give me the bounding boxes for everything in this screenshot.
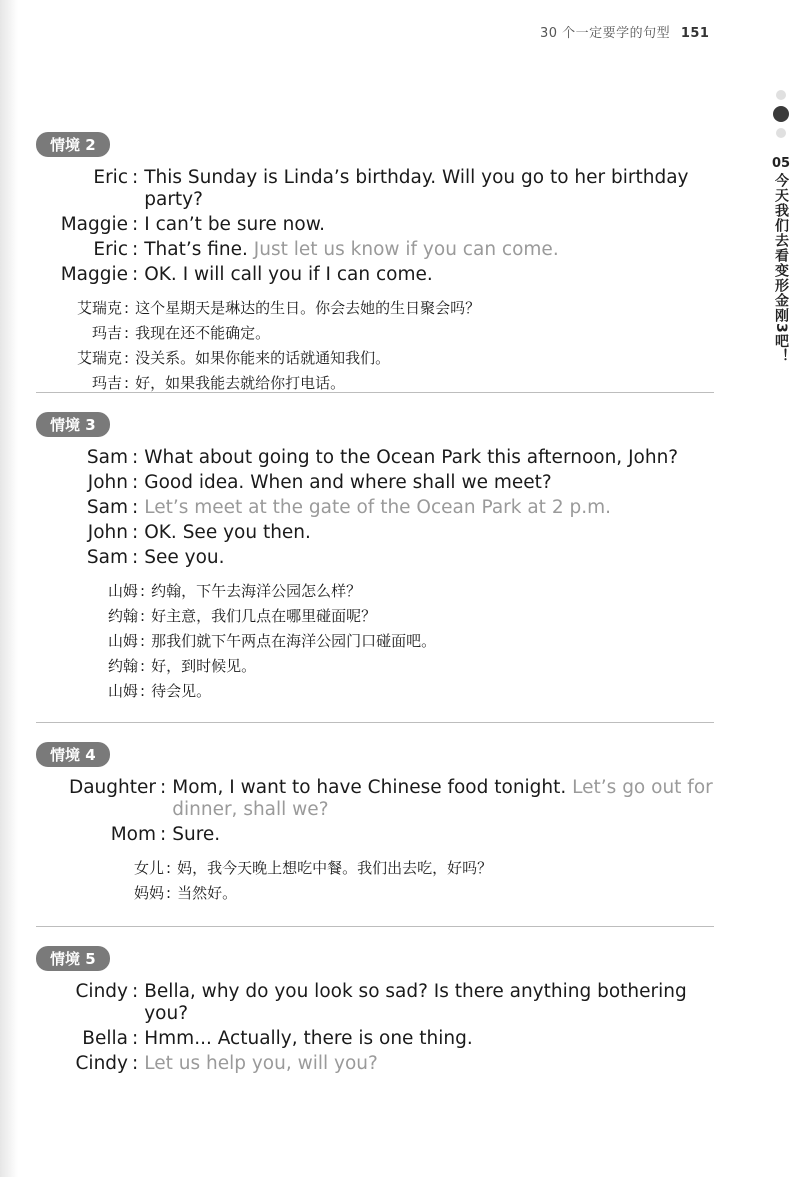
dialogue-text <box>144 547 716 569</box>
dialogue-line <box>36 167 716 211</box>
dialogue-line <box>36 239 716 261</box>
running-header <box>540 22 740 41</box>
dialogue-plain-text: Bella, why do you look so sad? Is there anything bothering you? <box>144 981 687 1024</box>
page-edge-shadow <box>0 0 18 1177</box>
translation-text: 好，如果我能去就给你打电话。 <box>135 374 346 392</box>
speaker-colon: : <box>124 374 130 392</box>
dialogue-text <box>172 824 716 846</box>
speaker-name: Sam <box>86 547 128 568</box>
speaker-colon: : <box>124 299 130 317</box>
dialogue-plain-text: This Sunday is Linda’s birthday. Will you go to her birthday party? <box>144 167 689 210</box>
dialogue-text <box>144 239 716 261</box>
dialogue-plain-text: What about going to the Ocean Park this afternoon, John? <box>144 447 679 468</box>
section-divider <box>36 722 714 723</box>
dot-icon <box>776 128 786 138</box>
speaker-colon: : <box>132 1028 139 1049</box>
dialogue-line <box>36 547 716 569</box>
translation-text: 约翰，下午去海洋公园怎么样？ <box>151 582 362 600</box>
dialogue-line <box>36 497 716 519</box>
translation-speaker: 艾瑞克 <box>76 349 122 367</box>
translation-text: 那我们就下午两点在海洋公园门口碰面吧。 <box>151 632 437 650</box>
dialogue-plain-text: See you. <box>144 547 225 568</box>
dialogue-plain-text: OK. I will call you if I can come. <box>144 264 433 285</box>
dialogue-line <box>36 1053 716 1075</box>
dialogue-line <box>36 472 716 494</box>
book-title: 30 个一定要学的句型 <box>540 26 671 41</box>
speaker-colon: : <box>140 682 146 700</box>
english-dialogue <box>36 981 716 1075</box>
translation-speaker: 妈妈 <box>133 884 164 902</box>
dialogue-line <box>36 824 716 846</box>
translation-text: 这个星期天是琳达的生日。你会去她的生日聚会吗？ <box>135 299 481 317</box>
translation-line <box>52 681 716 702</box>
translation-speaker: 艾瑞克 <box>76 299 122 317</box>
speaker-colon: : <box>160 777 167 798</box>
translation-line <box>36 323 716 344</box>
page-number: 151 <box>680 26 710 41</box>
section-divider <box>36 392 714 393</box>
speaker-name: Cindy <box>75 981 128 1002</box>
speaker-colon: : <box>132 472 139 493</box>
speaker-colon: : <box>132 1053 139 1074</box>
translation-line <box>36 298 716 319</box>
speaker-name: Sam <box>86 497 128 518</box>
speaker-name: Sam <box>86 447 128 468</box>
speaker-colon: : <box>132 214 139 235</box>
translation-text: 妈，我今天晚上想吃中餐。我们出去吃，好吗？ <box>177 859 493 877</box>
scenario-section <box>36 742 716 904</box>
speaker-name: Maggie <box>60 264 128 285</box>
dialogue-text <box>144 1028 716 1050</box>
chinese-translation <box>36 581 716 702</box>
dialogue-line <box>36 777 716 821</box>
speaker-colon: : <box>132 447 139 468</box>
dialogue-line <box>36 214 716 236</box>
dialogue-line <box>36 522 716 544</box>
speaker-colon: : <box>132 264 139 285</box>
speaker-name: Daughter <box>68 777 156 798</box>
dialogue-plain-text: That’s fine. <box>144 239 254 260</box>
speaker-colon: : <box>132 497 139 518</box>
dialogue-text <box>144 981 716 1025</box>
translation-line <box>56 858 716 879</box>
chapter-number: 05 <box>771 156 791 171</box>
scenario-section <box>36 412 716 702</box>
chapter-title: 今天我们去看变形金刚3吧！ <box>773 173 789 364</box>
chapter-side-tab <box>766 90 796 393</box>
speaker-colon: : <box>140 582 146 600</box>
translation-speaker: 山姆 <box>107 632 138 650</box>
speaker-colon: : <box>166 859 172 877</box>
speaker-colon: : <box>160 824 167 845</box>
dialogue-text <box>144 522 716 544</box>
translation-text: 好，到时候见。 <box>151 657 257 675</box>
speaker-colon: : <box>132 239 139 260</box>
key-sentence: Let’s go out for dinner, shall we? <box>172 777 713 820</box>
speaker-colon: : <box>132 522 139 543</box>
speaker-colon: : <box>124 349 130 367</box>
key-sentence: Let us help you, will you? <box>144 1053 378 1074</box>
translation-speaker: 山姆 <box>107 582 138 600</box>
dialogue-plain-text: Hmm... Actually, there is one thing. <box>144 1028 473 1049</box>
translation-line <box>52 656 716 677</box>
translation-line <box>56 883 716 904</box>
dialogue-line <box>36 1028 716 1050</box>
speaker-colon: : <box>132 167 139 188</box>
translation-line <box>52 581 716 602</box>
dialogue-plain-text: Sure. <box>172 824 221 845</box>
dialogue-text <box>144 264 716 286</box>
chinese-translation <box>36 298 716 394</box>
speaker-colon: : <box>132 547 139 568</box>
speaker-name: Eric <box>93 167 128 188</box>
translation-speaker: 山姆 <box>107 682 138 700</box>
dialogue-text <box>144 214 716 236</box>
section-divider <box>36 926 714 927</box>
translation-line <box>52 631 716 652</box>
translation-speaker: 约翰 <box>107 657 138 675</box>
dialogue-text <box>144 167 716 211</box>
english-dialogue <box>36 447 716 569</box>
english-dialogue <box>36 777 716 846</box>
speaker-name: Cindy <box>75 1053 128 1074</box>
translation-speaker: 玛吉 <box>91 374 122 392</box>
speaker-colon: : <box>166 884 172 902</box>
dialogue-text <box>144 472 716 494</box>
dialogue-line <box>36 981 716 1025</box>
chapter-dots <box>766 90 796 138</box>
speaker-colon: : <box>140 632 146 650</box>
translation-line <box>36 373 716 394</box>
dialogue-plain-text: Good idea. When and where shall we meet? <box>144 472 552 493</box>
dialogue-line <box>36 447 716 469</box>
english-dialogue <box>36 167 716 286</box>
translation-text: 待会见。 <box>151 682 212 700</box>
speaker-name: Mom <box>110 824 156 845</box>
translation-text: 没关系。如果你能来的话就通知我们。 <box>135 349 391 367</box>
speaker-colon: : <box>132 981 139 1002</box>
scenario-section <box>36 132 716 394</box>
dialogue-plain-text: OK. See you then. <box>144 522 311 543</box>
speaker-colon: : <box>124 324 130 342</box>
speaker-name: Maggie <box>60 214 128 235</box>
scenario-badge: 情境 5 <box>36 946 110 971</box>
dialogue-text <box>144 447 716 469</box>
translation-speaker: 约翰 <box>107 607 138 625</box>
speaker-name: Bella <box>82 1028 128 1049</box>
dialogue-text <box>172 777 716 821</box>
dot-icon <box>776 90 786 100</box>
chinese-translation <box>36 858 716 904</box>
translation-line <box>52 606 716 627</box>
dialogue-text <box>144 1053 716 1075</box>
speaker-name: John <box>87 472 128 493</box>
speaker-name: John <box>87 522 128 543</box>
dialogue-text <box>144 497 716 519</box>
scenario-section <box>36 946 716 1075</box>
speaker-colon: : <box>140 607 146 625</box>
speaker-name: Eric <box>93 239 128 260</box>
translation-text: 好主意，我们几点在哪里碰面呢？ <box>151 607 377 625</box>
key-sentence: Just let us know if you can come. <box>253 239 559 260</box>
key-sentence: Let’s meet at the gate of the Ocean Park at 2 p.m. <box>144 497 611 518</box>
speaker-colon: : <box>140 657 146 675</box>
translation-speaker: 玛吉 <box>91 324 122 342</box>
scenario-badge: 情境 3 <box>36 412 110 437</box>
translation-line <box>36 348 716 369</box>
dot-icon-active <box>773 106 789 122</box>
translation-speaker: 女儿 <box>133 859 164 877</box>
scenario-badge: 情境 2 <box>36 132 110 157</box>
translation-text: 我现在还不能确定。 <box>135 324 271 342</box>
dialogue-plain-text: I can’t be sure now. <box>144 214 326 235</box>
dialogue-line <box>36 264 716 286</box>
dialogue-plain-text: Mom, I want to have Chinese food tonight. <box>172 777 573 798</box>
translation-text: 当然好。 <box>177 884 238 902</box>
scenario-badge: 情境 4 <box>36 742 110 767</box>
